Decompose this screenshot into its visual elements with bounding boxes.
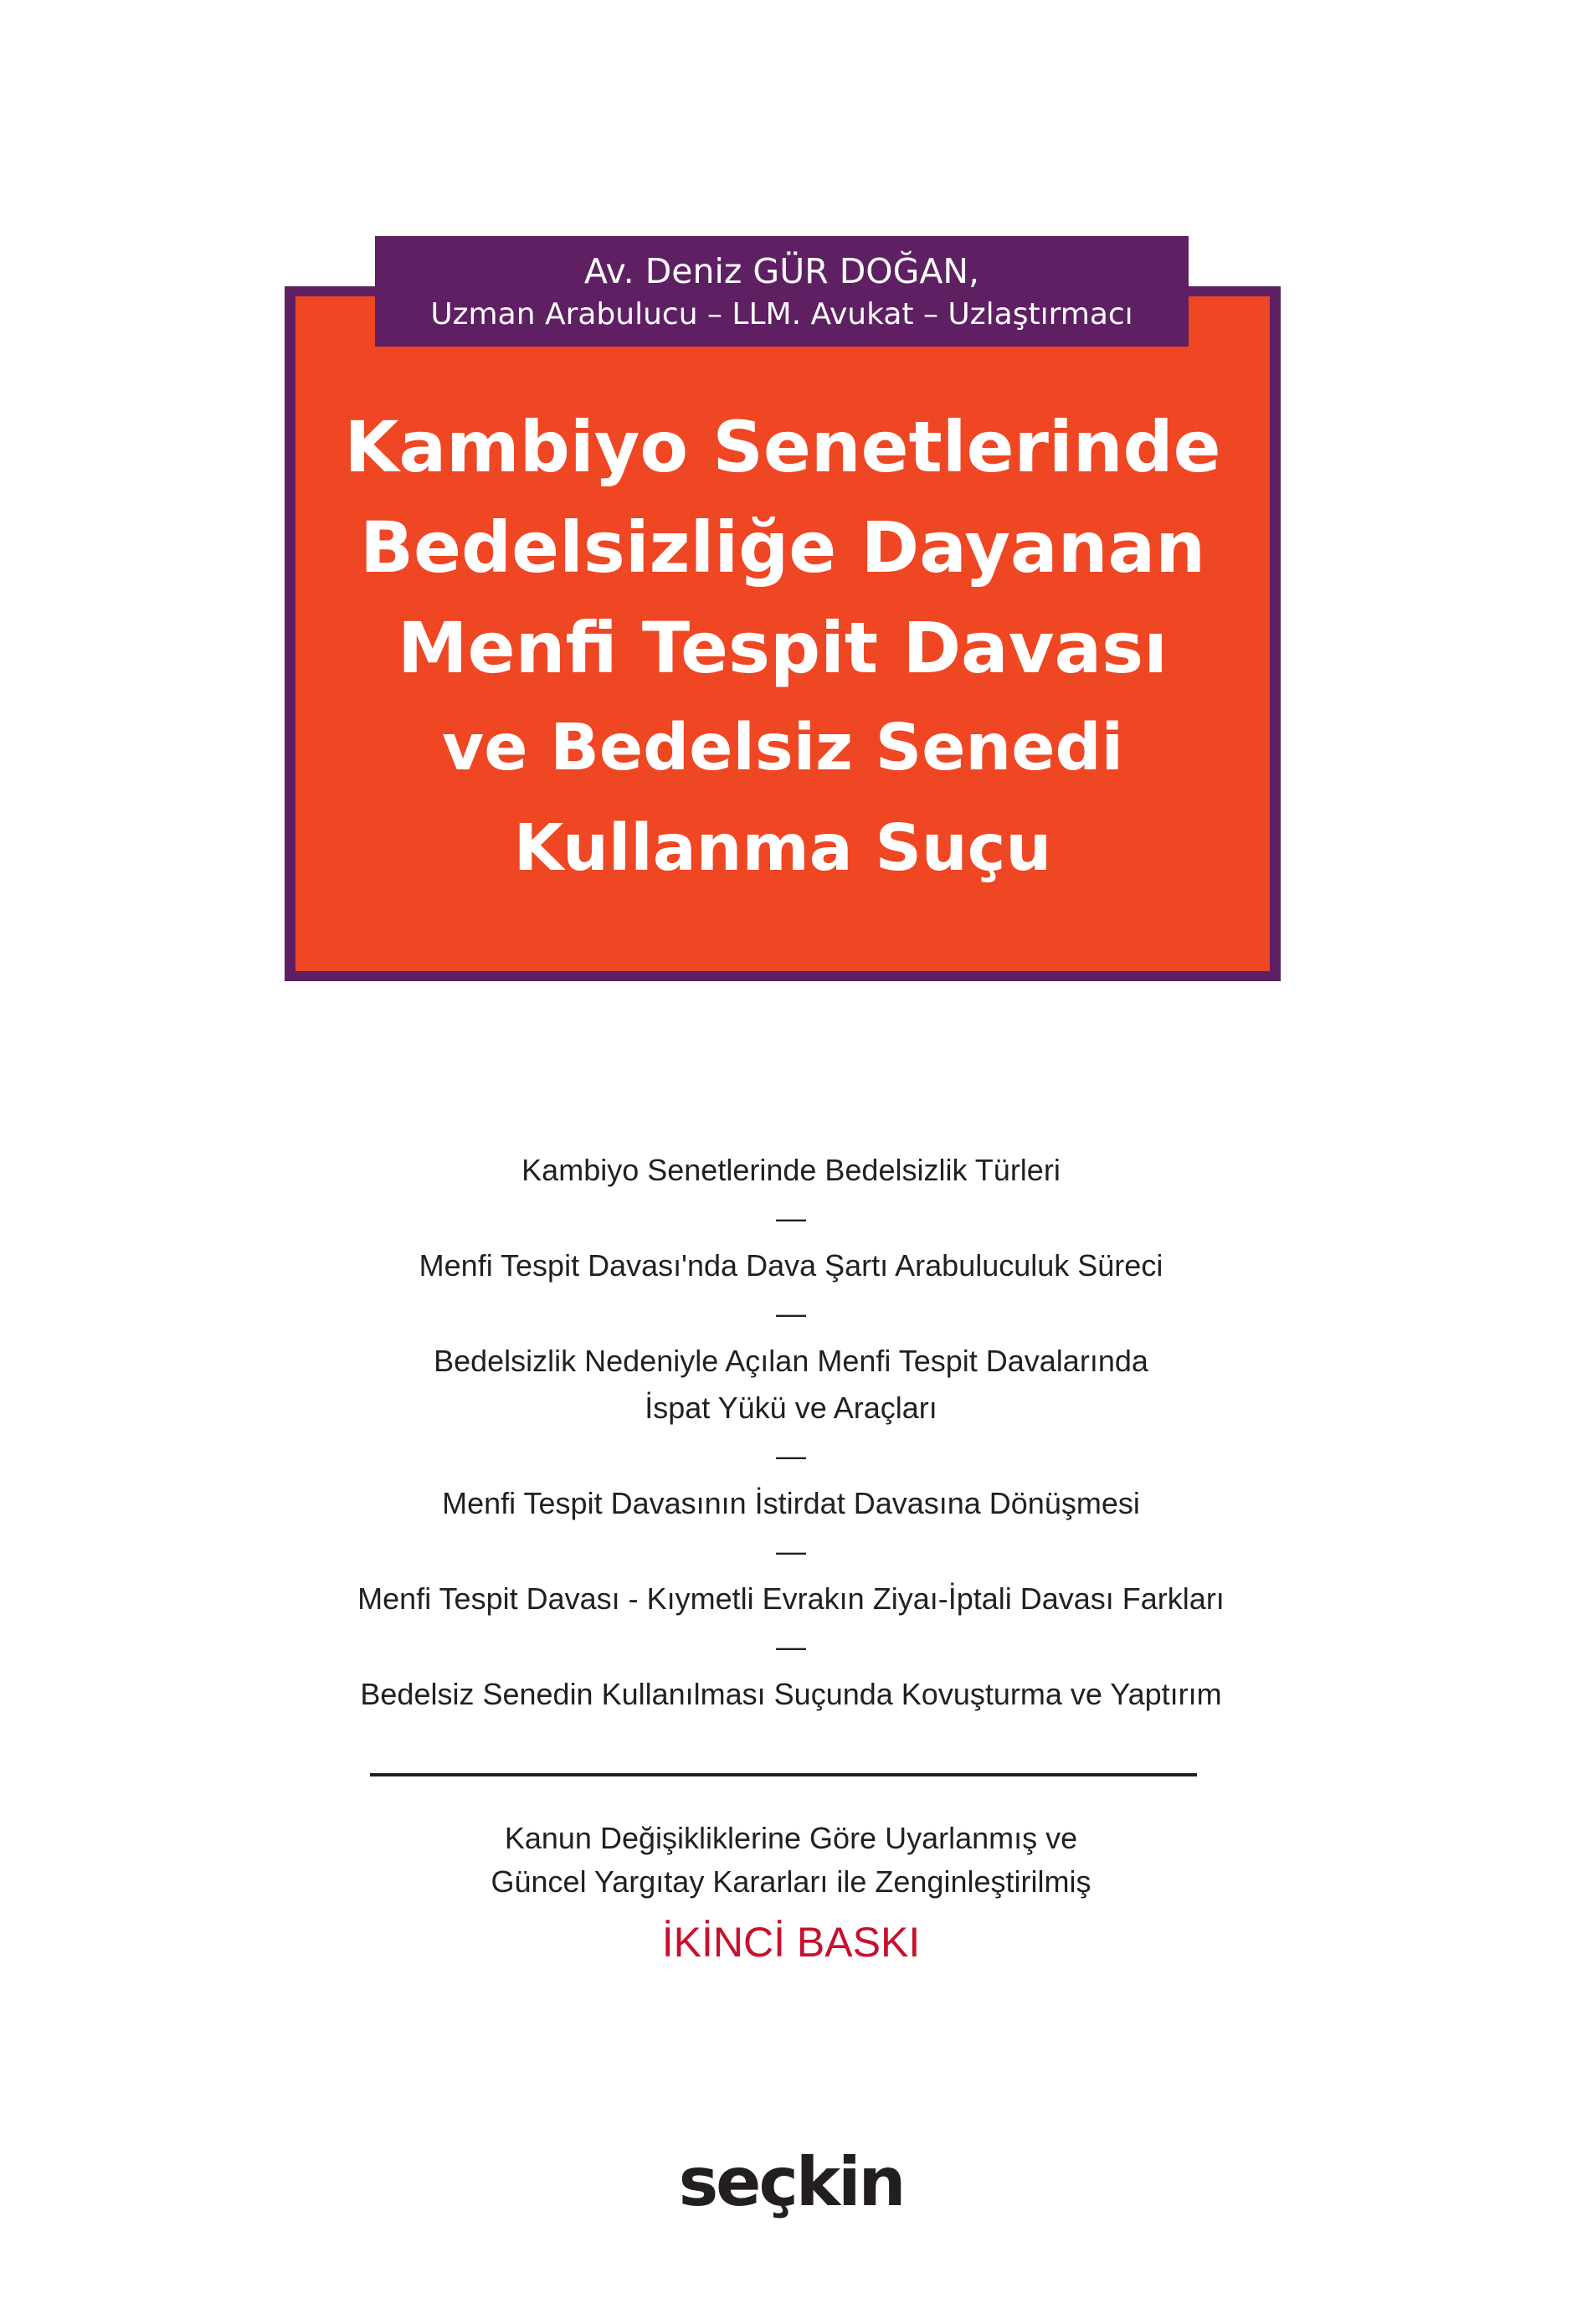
publisher-logo: seçkin (678, 2143, 904, 2221)
title-line-1: Kambiyo Senetlerinde (344, 406, 1221, 488)
topic-separator: — (776, 1296, 806, 1330)
title-line-3: Menfi Tespit Davası (398, 607, 1168, 689)
topic-4: Menfi Tespit Davasının İstirdat Davasına Dönüşmesi (442, 1486, 1140, 1520)
note-line-2: Güncel Yargıtay Kararları ile Zenginleştirilmiş (491, 1864, 1091, 1899)
topic-separator: — (776, 1438, 806, 1473)
topic-separator: — (776, 1534, 806, 1568)
title-line-4: ve Bedelsiz Senedi (442, 711, 1123, 785)
divider-line (370, 1773, 1197, 1776)
author-banner (375, 236, 1189, 347)
title-line-2: Bedelsizliğe Dayanan (359, 506, 1206, 589)
topic-separator: — (776, 1201, 806, 1235)
author-name: Av. Deniz GÜR DOĞAN, (583, 251, 980, 291)
topic-6: Bedelsiz Senedin Kullanılması Suçunda Kovuşturma ve Yaptırım (360, 1677, 1222, 1711)
edition-note (0, 1817, 1582, 1976)
topic-separator: — (776, 1629, 806, 1663)
topic-2: Menfi Tespit Davası'nda Dava Şartı Arabuluculuk Süreci (419, 1248, 1163, 1283)
title-line-5: Kullanma Suçu (513, 811, 1052, 886)
author-titles: Uzman Arabulucu – LLM. Avukat – Uzlaştırmacı (430, 297, 1133, 332)
topic-3b: İspat Yükü ve Araçları (645, 1391, 937, 1425)
topic-list (0, 1147, 1582, 1718)
topic-3a: Bedelsizlik Nedeniyle Açılan Menfi Tespit Davalarında (434, 1344, 1148, 1378)
note-line-1: Kanun Değişikliklerine Göre Uyarlanmış ve (504, 1821, 1078, 1855)
edition-label: İKİNCİ BASKI (661, 1919, 921, 1966)
topic-5: Menfi Tespit Davası - Kıymetli Evrakın Ziyaı-İptali Davası Farkları (357, 1581, 1225, 1616)
book-title-box (295, 296, 1270, 971)
topic-1: Kambiyo Senetlerinde Bedelsizlik Türleri (521, 1153, 1061, 1187)
